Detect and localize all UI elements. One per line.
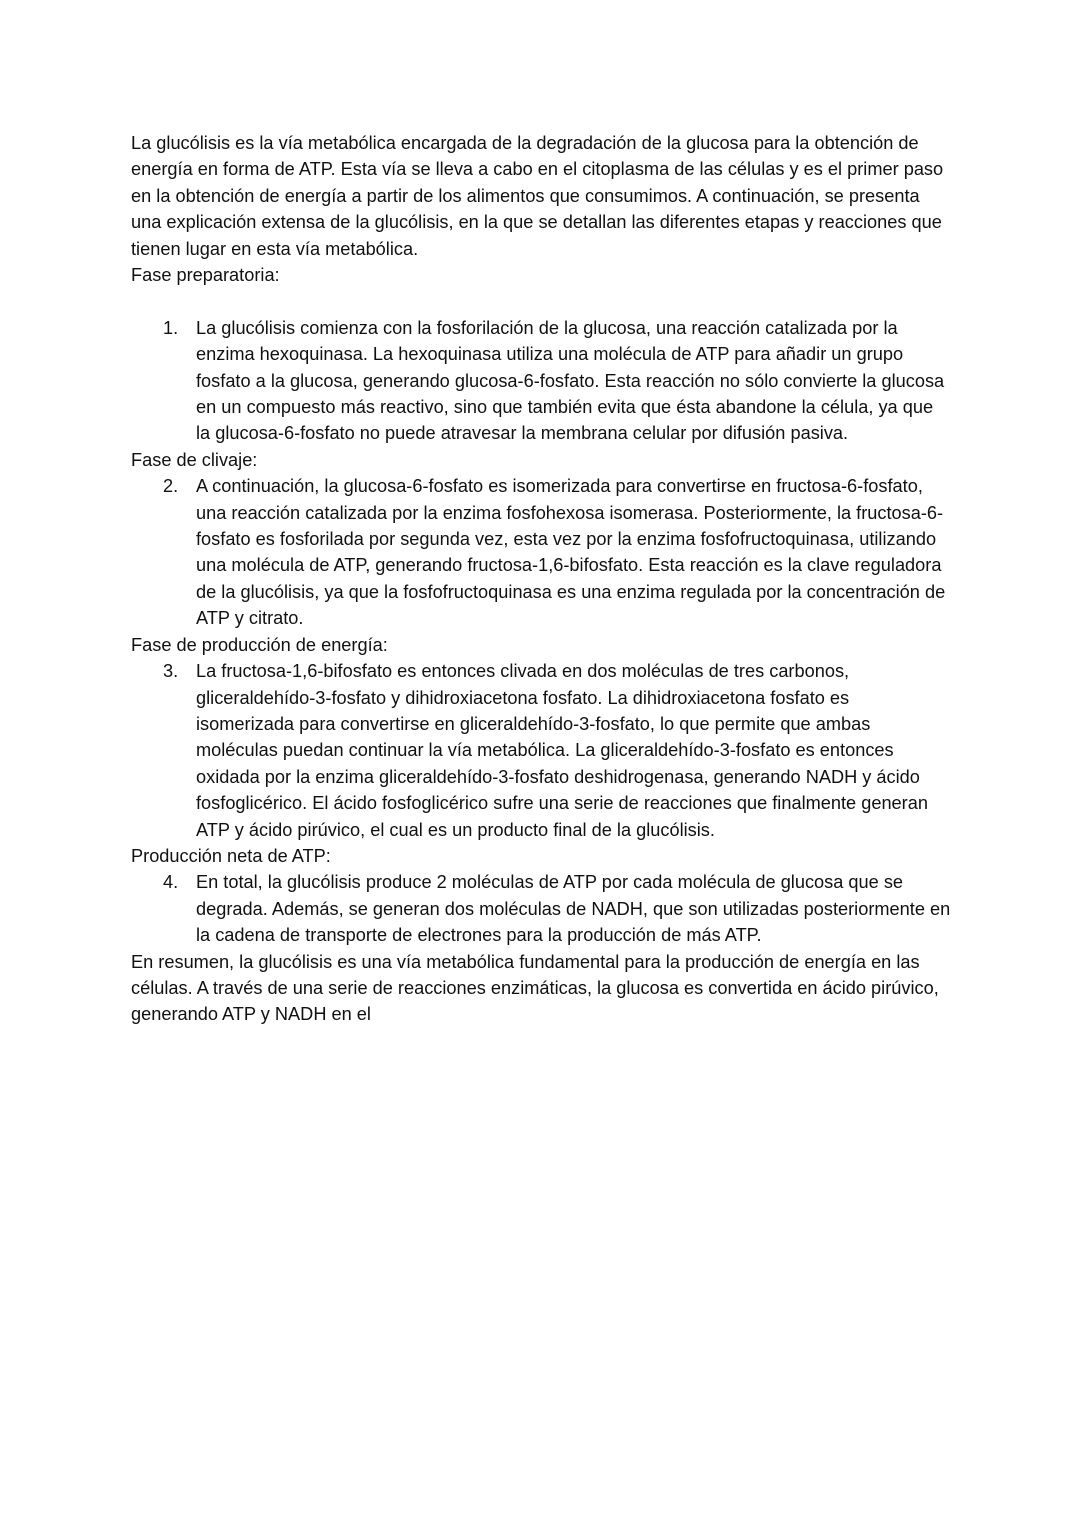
section-heading-produccion-energia: Fase de producción de energía: xyxy=(131,634,388,655)
document-body xyxy=(131,130,951,1028)
list-item xyxy=(131,658,951,843)
list-item xyxy=(131,869,951,948)
list-item xyxy=(131,315,951,447)
intro-paragraph: La glucólisis es la vía metabólica encargada de la degradación de la glucosa para la obtención de energía en forma de ATP. Esta vía se lleva a cabo en el citoplasma de las células y es el primer paso en la obtención de energía a partir de los alimentos que consumimos. A continuación, se presenta una explicación extensa de la glucólisis, en la que se detallan las diferentes etapas y reacciones que tienen lugar en esta vía metabólica. xyxy=(131,133,944,259)
section-heading-produccion-neta: Producción neta de ATP: xyxy=(131,845,331,866)
list-item-text: En total, la glucólisis produce 2 moléculas de ATP por cada molécula de glucosa que se degrada. Además, se generan dos moléculas de NADH, que son utilizadas posteriormente en la cadena de transporte de electrones para la producción de más ATP. xyxy=(196,872,951,946)
list-number: 4. xyxy=(163,872,179,893)
section-heading-clivaje: Fase de clivaje: xyxy=(131,449,258,470)
list-item-text: La glucólisis comienza con la fosforilación de la glucosa, una reacción catalizada por la enzima hexoquinasa. La hexoquinasa utiliza una molécula de ATP para añadir un grupo fosfato a la glucosa, generando glucosa-6-fosfato. Esta reacción no sólo convierte la glucosa en un compuesto más reactivo, sino que también evita que ésta abandone la célula, ya que la glucosa-6-fosfato no puede atravesar la membrana celular por difusión pasiva. xyxy=(196,317,945,444)
section-heading-preparatoria: Fase preparatoria: xyxy=(131,265,280,286)
list-number: 1. xyxy=(163,317,179,338)
list-number: 2. xyxy=(163,476,179,497)
summary-paragraph: En resumen, la glucólisis es una vía metabólica fundamental para la producción de energía en las células. A través de una serie de reacciones enzimáticas, la glucosa es convertida en ácido pirúvico, generando ATP y NADH en el xyxy=(131,951,939,1025)
list-number: 3. xyxy=(163,661,179,682)
list-item-text: La fructosa-1,6-bifosfato es entonces clivada en dos moléculas de tres carbonos, gliceraldehído-3-fosfato y dihidroxiacetona fosfato. La dihidroxiacetona fosfato es isomerizada para convertirse en gliceraldehído-3-fosfato, lo que permite que ambas moléculas puedan continuar la vía metabólica. La gliceraldehído-3-fosfato es entonces oxidada por la enzima gliceraldehído-3-fosfato deshidrogenasa, generando NADH y ácido fosfoglicérico. El ácido fosfoglicérico sufre una serie de reacciones que finalmente generan ATP y ácido pirúvico, el cual es un producto final de la glucólisis. xyxy=(196,661,928,840)
list-item-text: A continuación, la glucosa-6-fosfato es isomerizada para convertirse en fructosa-6-fosfato, una reacción catalizada por la enzima fosfohexosa isomerasa. Posteriormente, la fructosa-6-fosfato es fosforilada por segunda vez, esta vez por la enzima fosfofructoquinasa, utilizando una molécula de ATP, generando fructosa-1,6-bifosfato. Esta reacción es la clave reguladora de la glucólisis, ya que la fosfofructoquinasa es una enzima regulada por la concentración de ATP y citrato. xyxy=(196,476,946,629)
list-item xyxy=(131,473,951,631)
